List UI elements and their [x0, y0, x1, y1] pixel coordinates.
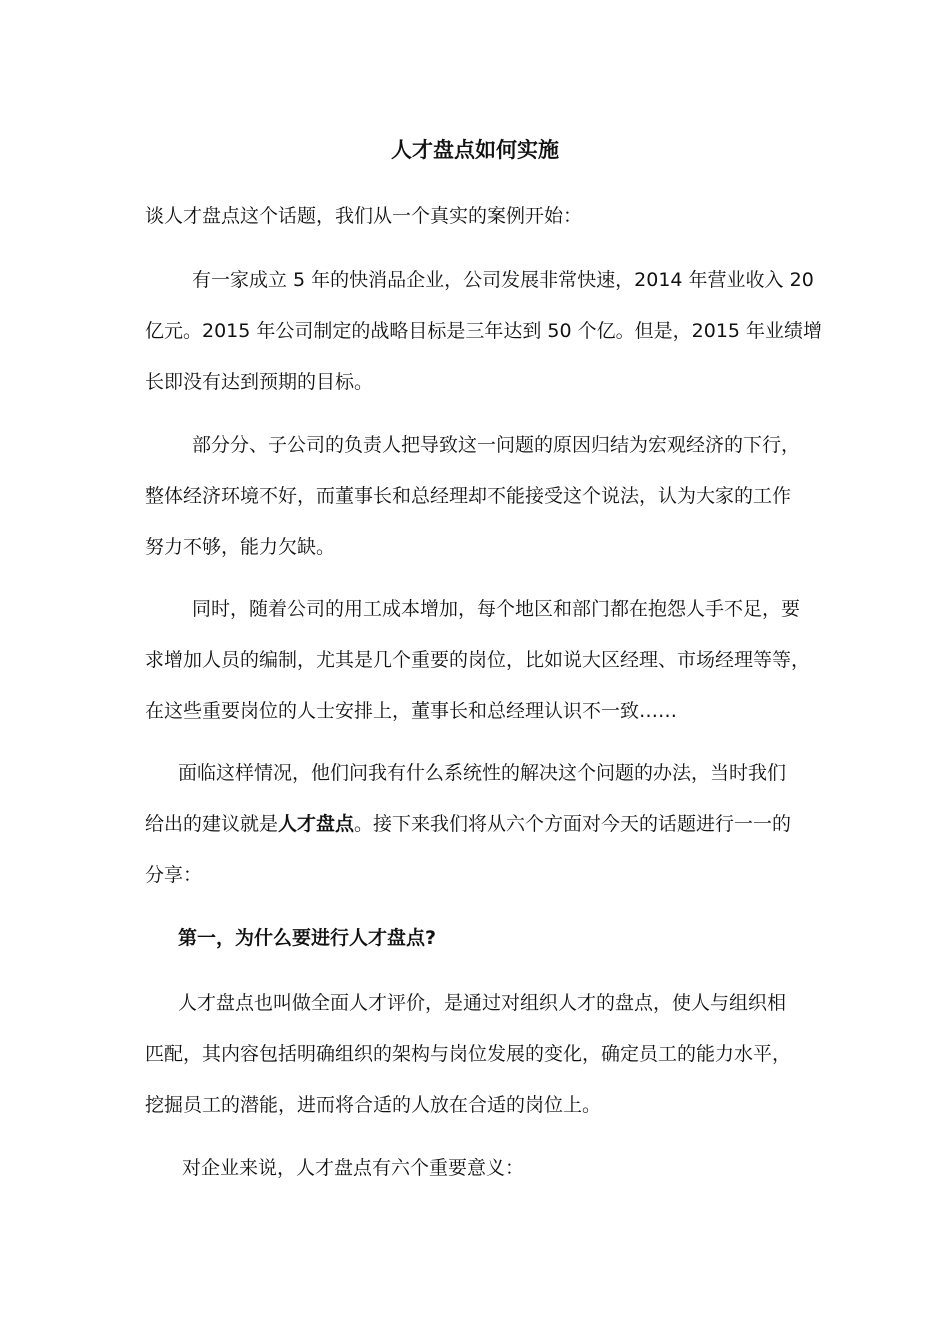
paragraph-line: 整体经济环境不好，而董事长和总经理却不能接受这个说法，认为大家的工作: [145, 485, 792, 507]
paragraph-staffing-issues: [145, 584, 810, 737]
paragraph-line: 努力不够，能力欠缺。: [145, 536, 336, 558]
intro-line: 谈人才盘点这个话题，我们从一个真实的案例开始：: [145, 205, 583, 227]
paragraph-line: 在这些重要岗位的人士安排上，董事长和总经理认识不一致……: [145, 700, 678, 722]
paragraph-significance-intro: [145, 1143, 810, 1194]
paragraph-line: 同时，随着公司的用工成本增加，每个地区和部门都在抱怨人手不足，要: [192, 598, 801, 620]
recommendation-prefix: 给出的建议就是: [145, 813, 279, 835]
paragraph-line: 求增加人员的编制，尤其是几个重要的岗位，比如说大区经理、市场经理等等，: [145, 649, 811, 671]
intro-paragraph: [145, 191, 810, 242]
recommendation-emphasis: 人才盘点: [278, 813, 355, 835]
paragraph-line: 长即没有达到预期的目标。: [145, 371, 374, 393]
paragraph-company-background: [145, 255, 823, 408]
paragraph-line: 亿元。2015 年公司制定的战略目标是三年达到 50 个亿。但是，2015 年业绩增: [145, 320, 823, 342]
paragraph-line: 部分分、子公司的负责人把导致这一问题的原因归结为宏观经济的下行，: [192, 434, 801, 456]
paragraph-talent-review-definition: [145, 978, 810, 1131]
recommendation-suffix: 。接下来我们将从六个方面对今天的话题进行一一的: [354, 813, 792, 835]
document-title: 人才盘点如何实施: [391, 138, 559, 162]
paragraph-management-disagreement: [145, 420, 810, 573]
paragraph-line: 分享：: [145, 864, 203, 886]
paragraph-line: 挖掘员工的潜能，进而将合适的人放在合适的岗位上。: [145, 1094, 602, 1116]
section-heading: 第一，为什么要进行人才盘点?: [178, 927, 437, 949]
paragraph-line: [145, 799, 810, 850]
section-heading-paragraph: [145, 913, 810, 964]
paragraph-line: 有一家成立 5 年的快消品企业，公司发展非常快速，2014 年营业收入 20: [192, 269, 814, 291]
paragraph-line: 人才盘点也叫做全面人才评价，是通过对组织人才的盘点，使人与组织相: [178, 992, 787, 1014]
paragraph-line: 面临这样情况，他们问我有什么系统性的解决这个问题的办法，当时我们: [178, 762, 787, 784]
paragraph-recommendation: [145, 748, 810, 901]
paragraph-line: 对企业来说，人才盘点有六个重要意义：: [182, 1157, 525, 1179]
paragraph-line: 匹配，其内容包括明确组织的架构与岗位发展的变化，确定员工的能力水平，: [145, 1043, 792, 1065]
